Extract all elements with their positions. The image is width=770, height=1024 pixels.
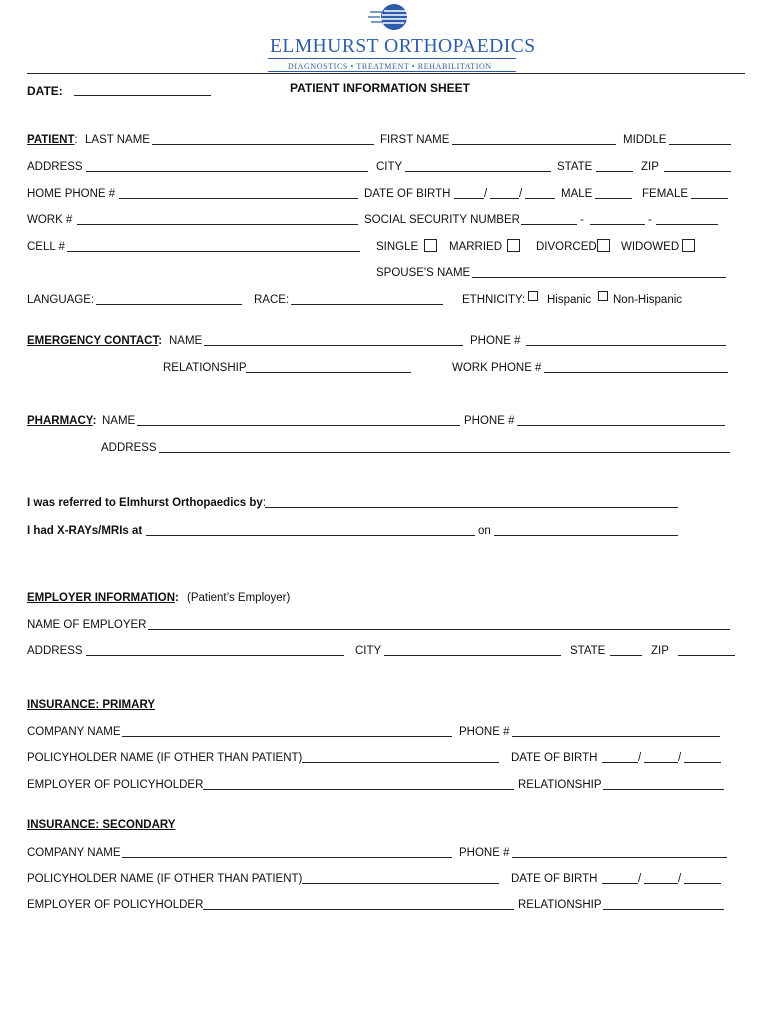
divorced-label: DIVORCED <box>536 241 597 253</box>
logo-rule-bottom <box>268 71 516 72</box>
employer-name-field[interactable] <box>148 629 730 630</box>
dob-label: DATE OF BIRTH <box>364 188 451 200</box>
referral-label: I was referred to Elmhurst Orthopaedics by: <box>27 497 267 509</box>
primary-relationship-field[interactable] <box>603 789 724 790</box>
dob-year-field[interactable] <box>525 198 555 199</box>
secondary-company-field[interactable] <box>122 857 452 858</box>
primary-relationship-label: RELATIONSHIP <box>518 779 602 791</box>
pharmacy-section-heading: PHARMACY: <box>27 415 97 427</box>
middle-label: MIDDLE <box>623 134 667 146</box>
logo-name: ELMHURST ORTHOPAEDICS <box>270 36 536 57</box>
emergency-work-phone-label: WORK PHONE # <box>452 362 542 374</box>
ssn-part1-field[interactable] <box>521 224 577 225</box>
non-hispanic-checkbox[interactable] <box>598 291 608 301</box>
emergency-name-label: NAME <box>169 335 203 347</box>
primary-dob-label: DATE OF BIRTH <box>511 752 598 764</box>
middle-field[interactable] <box>669 144 731 145</box>
city-field[interactable] <box>405 171 551 172</box>
emergency-relationship-label: RELATIONSHIP <box>163 362 247 374</box>
primary-policyholder-field[interactable] <box>302 762 499 763</box>
xrays-on-label: on <box>478 525 491 537</box>
pharmacy-address-field[interactable] <box>159 452 730 453</box>
employer-address-label: ADDRESS <box>27 645 83 657</box>
emergency-phone-field[interactable] <box>526 345 726 346</box>
male-field[interactable] <box>595 198 632 199</box>
single-label: SINGLE <box>376 241 419 253</box>
emergency-name-field[interactable] <box>204 345 463 346</box>
secondary-employer-label: EMPLOYER OF POLICYHOLDER <box>27 899 204 911</box>
patient-section-heading: PATIENT: <box>27 134 78 146</box>
secondary-policyholder-field[interactable] <box>302 883 499 884</box>
primary-company-label: COMPANY NAME <box>27 726 121 738</box>
pharmacy-name-field[interactable] <box>137 425 460 426</box>
zip-label: ZIP <box>641 161 659 173</box>
date-label: DATE: <box>27 84 63 98</box>
work-phone-field[interactable] <box>77 224 358 225</box>
primary-dob-year-field[interactable] <box>684 762 721 763</box>
widowed-checkbox[interactable] <box>682 239 695 252</box>
pharmacy-name-label: NAME <box>102 415 136 427</box>
secondary-phone-label: PHONE # <box>459 847 510 859</box>
home-phone-label: HOME PHONE # <box>27 188 116 200</box>
divorced-checkbox[interactable] <box>597 239 610 252</box>
first-name-field[interactable] <box>452 144 616 145</box>
ssn-label: SOCIAL SECURITY NUMBER <box>364 214 520 226</box>
employer-city-field[interactable] <box>384 655 561 656</box>
pharmacy-phone-field[interactable] <box>517 425 725 426</box>
secondary-dob-month-field[interactable] <box>602 883 638 884</box>
employer-zip-label: ZIP <box>651 645 669 657</box>
cell-field[interactable] <box>67 251 360 252</box>
language-field[interactable] <box>96 304 242 305</box>
secondary-policyholder-label: POLICYHOLDER NAME (IF OTHER THAN PATIENT) <box>27 873 303 885</box>
xrays-label: I had X-RAYs/MRIs at <box>27 525 143 537</box>
page-title: PATIENT INFORMATION SHEET <box>290 81 470 95</box>
secondary-company-label: COMPANY NAME <box>27 847 121 859</box>
emergency-relationship-field[interactable] <box>246 372 411 373</box>
employer-state-label: STATE <box>570 645 606 657</box>
ssn-part2-field[interactable] <box>590 224 645 225</box>
language-label: LANGUAGE: <box>27 294 95 306</box>
work-phone-label: WORK # <box>27 214 73 226</box>
cell-label: CELL # <box>27 241 65 253</box>
employer-address-field[interactable] <box>86 655 344 656</box>
secondary-relationship-label: RELATIONSHIP <box>518 899 602 911</box>
employer-city-label: CITY <box>355 645 382 657</box>
male-label: MALE <box>561 188 593 200</box>
primary-dob-month-field[interactable] <box>602 762 638 763</box>
state-field[interactable] <box>596 171 633 172</box>
primary-dob-day-field[interactable] <box>644 762 678 763</box>
employer-name-label: NAME OF EMPLOYER <box>27 619 147 631</box>
race-label: RACE: <box>254 294 290 306</box>
primary-employer-label: EMPLOYER OF POLICYHOLDER <box>27 779 204 791</box>
address-field[interactable] <box>86 171 368 172</box>
hispanic-label: Hispanic <box>547 294 592 306</box>
logo-rule <box>268 58 516 59</box>
widowed-label: WIDOWED <box>621 241 680 253</box>
secondary-insurance-heading: INSURANCE: SECONDARY <box>27 819 176 831</box>
single-checkbox[interactable] <box>424 239 437 252</box>
first-name-label: FIRST NAME <box>380 134 450 146</box>
female-label: FEMALE <box>642 188 689 200</box>
primary-phone-field[interactable] <box>512 736 720 737</box>
address-label: ADDRESS <box>27 161 83 173</box>
emergency-phone-label: PHONE # <box>470 335 521 347</box>
logo-tagline: DIAGNOSTICS • TREATMENT • REHABILITATION <box>288 62 492 71</box>
emergency-section-heading: EMERGENCY CONTACT: <box>27 335 163 347</box>
married-checkbox[interactable] <box>507 239 520 252</box>
hispanic-checkbox[interactable] <box>528 291 538 301</box>
married-label: MARRIED <box>449 241 503 253</box>
race-field[interactable] <box>291 304 443 305</box>
header-divider <box>27 73 745 74</box>
date-field[interactable] <box>74 95 211 96</box>
ethnicity-label: ETHNICITY: <box>462 294 526 306</box>
primary-policyholder-label: POLICYHOLDER NAME (IF OTHER THAN PATIENT) <box>27 752 303 764</box>
zip-field[interactable] <box>664 171 731 172</box>
spouse-field[interactable] <box>472 277 726 278</box>
employer-note: (Patient’s Employer) <box>187 592 291 604</box>
last-name-field[interactable] <box>152 144 374 145</box>
employer-section-heading: EMPLOYER INFORMATION: <box>27 592 179 604</box>
logo-mark-icon <box>366 2 412 34</box>
non-hispanic-label: Non-Hispanic <box>613 294 683 306</box>
secondary-dob-year-field[interactable] <box>684 883 721 884</box>
home-phone-field[interactable] <box>119 198 358 199</box>
state-label: STATE <box>557 161 593 173</box>
dob-month-field[interactable] <box>454 198 484 199</box>
city-label: CITY <box>376 161 403 173</box>
xrays-date-field[interactable] <box>494 535 678 536</box>
xrays-location-field[interactable] <box>146 535 475 536</box>
ssn-part3-field[interactable] <box>656 224 718 225</box>
dob-day-field[interactable] <box>490 198 519 199</box>
pharmacy-phone-label: PHONE # <box>464 415 515 427</box>
emergency-work-phone-field[interactable] <box>544 372 728 373</box>
secondary-dob-day-field[interactable] <box>644 883 678 884</box>
employer-zip-field[interactable] <box>678 655 735 656</box>
secondary-dob-label: DATE OF BIRTH <box>511 873 598 885</box>
last-name-label: LAST NAME <box>85 134 150 146</box>
primary-employer-field[interactable] <box>203 789 514 790</box>
pharmacy-address-label: ADDRESS <box>101 442 157 454</box>
primary-insurance-heading: INSURANCE: PRIMARY <box>27 699 155 711</box>
primary-company-field[interactable] <box>122 736 452 737</box>
female-field[interactable] <box>691 198 728 199</box>
employer-state-field[interactable] <box>610 655 642 656</box>
spouse-label: SPOUSE'S NAME <box>376 267 471 279</box>
referral-field[interactable] <box>265 507 678 508</box>
secondary-employer-field[interactable] <box>203 909 514 910</box>
secondary-relationship-field[interactable] <box>603 909 724 910</box>
primary-phone-label: PHONE # <box>459 726 510 738</box>
secondary-phone-field[interactable] <box>512 857 727 858</box>
